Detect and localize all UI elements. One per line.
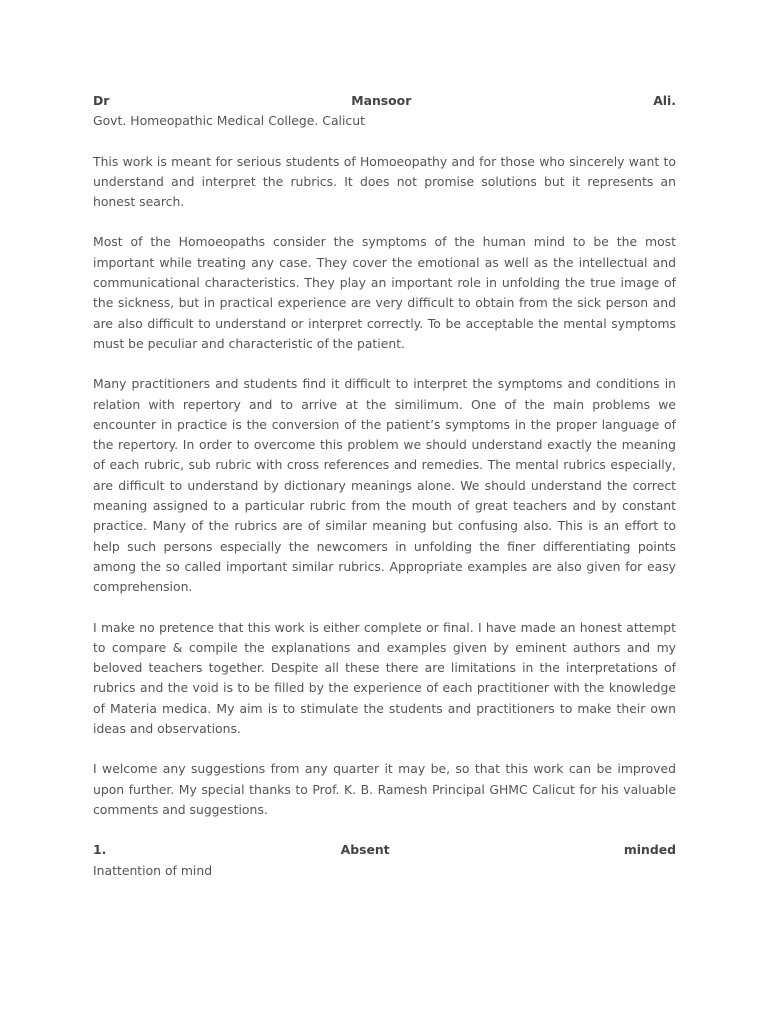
- section-number: 1.: [93, 842, 107, 858]
- author-affiliation: Govt. Homeopathic Medical College. Calicut: [93, 113, 365, 129]
- section-heading-word-1: Absent: [340, 842, 390, 858]
- section-heading-block: [93, 840, 676, 881]
- author-name-line: [93, 91, 676, 111]
- author-title-word: Dr: [93, 93, 110, 108]
- author-first-name: Mansoor: [351, 93, 412, 108]
- paragraph-pretence: I make no pretence that this work is either complete or final. I have made an honest attempt to compare & compile the explanations and examples given by eminent authors and my beloved teachers together. Despite all these there are limitations in the interpretations of rubrics and the void is to be filled by the experience of each practitioner with the knowledge of Materia medica. My aim is to stimulate the students and practitioners to make their own ideas and observations.: [93, 619, 676, 737]
- paragraph-mental-symptoms: Most of the Homoeopaths consider the symptoms of the human mind to be the most important while treating any case. They cover the emotional as well as the intellectual and communicational characteristics. They play an important role in unfolding the true image of the sickness, but in practical experience are very difficult to obtain from the sick person and are also difficult to understand or interpret correctly. To be acceptable the mental symptoms must be peculiar and characteristic of the patient.: [93, 234, 676, 351]
- section-heading: [93, 840, 676, 860]
- author-last-name: Ali.: [653, 93, 676, 108]
- paragraph-suggestions: I welcome any suggestions from any quarter it may be, so that this work can be improved upon further. My special thanks to Prof. K. B. Ramesh Principal GHMC Calicut for his valuable comments and suggestions.: [93, 761, 676, 817]
- section-heading-word-2: minded: [623, 842, 676, 858]
- section-subheading: Inattention of mind: [93, 862, 213, 878]
- paragraph-repertory: Many practitioners and students find it difficult to interpret the symptoms and conditions in relation with repertory and to arrive at the similimum. One of the main problems we encounter in practice is the conversion of the patient’s symptoms in the proper language of the repertory. In order to overcome this problem we should understand exactly the meaning of each rubric, sub rubric with cross references and remedies. The mental rubrics especially, are difficult to understand by dictionary meanings alone. We should understand the correct meaning assigned to a particular rubric from the mouth of great teachers and by constant practice. Many of the rubrics are of similar meaning but confusing also. This is an effort to help such persons especially the newcomers in unfolding the finer differentiating points among the so called important similar rubrics. Appropriate examples are also given for easy comprehension.: [93, 376, 676, 595]
- paragraph-intro: This work is meant for serious students of Homoeopathy and for those who sincerely want to understand and interpret the rubrics. It does not promise solutions but it represents an honest search.: [93, 153, 676, 210]
